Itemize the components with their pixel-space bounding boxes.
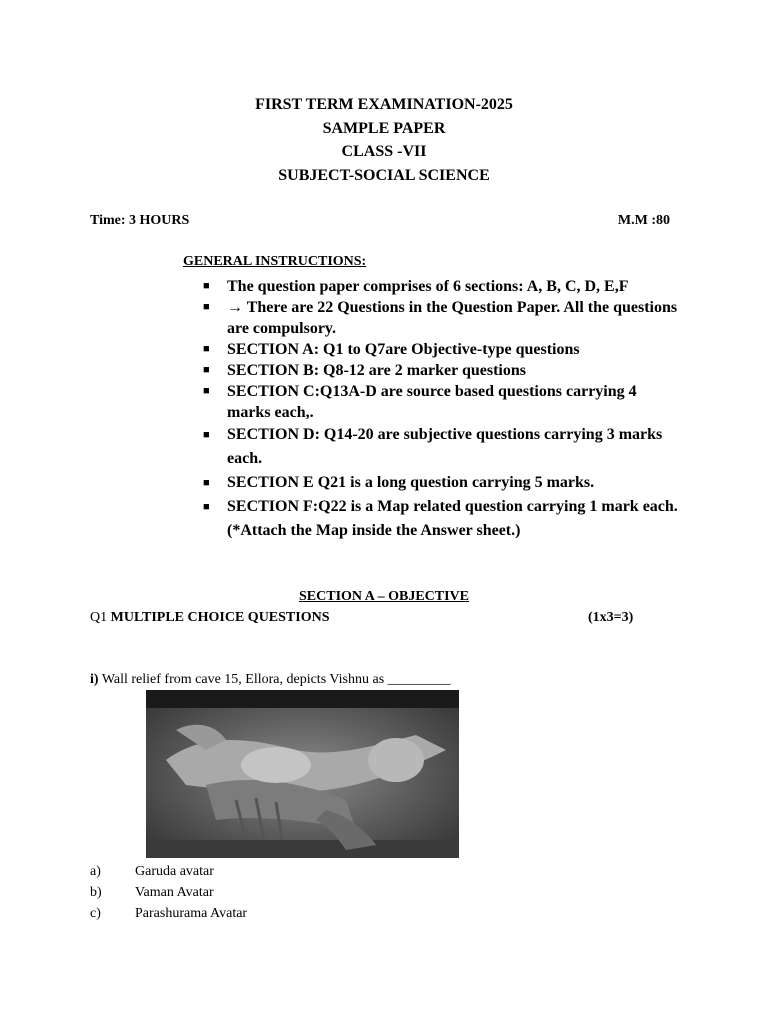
- instruction-item: ■ SECTION C:Q13A-D are source based questions carrying 4 marks each,.: [203, 383, 637, 421]
- instruction-item: ■ SECTION E Q21 is a long question carrying 5 marks.: [203, 471, 683, 495]
- square-bullet-icon: ■: [203, 477, 210, 489]
- square-bullet-icon: ■: [203, 385, 210, 397]
- instructions-list: [203, 276, 683, 543]
- instruction-item: ■ SECTION A: Q1 to Q7are Objective-type questions: [203, 341, 580, 358]
- q1-heading: Q1 MULTIPLE CHOICE QUESTIONS: [90, 610, 330, 625]
- paper-type: SAMPLE PAPER: [322, 119, 446, 137]
- instruction-item: ■ SECTION D: Q14-20 are subjective questions carrying 3 marks each.: [203, 423, 683, 471]
- square-bullet-icon: ■: [203, 501, 210, 513]
- square-bullet-icon: ■: [203, 343, 210, 355]
- option-b: b) Vaman Avatar: [90, 885, 214, 900]
- square-bullet-icon: ■: [203, 364, 210, 376]
- instruction-item: ■ → There are 22 Questions in the Question Paper. All the questions are compulsory.: [203, 299, 678, 337]
- option-a: a) Garuda avatar: [90, 864, 214, 879]
- options-list: [90, 861, 247, 924]
- general-instructions-title: GENERAL INSTRUCTIONS:: [183, 254, 367, 269]
- class-label: CLASS -VII: [341, 143, 427, 160]
- time-label: Time: 3 HOURS: [90, 213, 190, 228]
- instruction-item: ■ The question paper comprises of 6 sections: A, B, C, D, E,F: [203, 278, 629, 295]
- paper-header: [0, 93, 768, 187]
- square-bullet-icon: ■: [203, 429, 210, 441]
- question-i: i) Wall relief from cave 15, Ellora, depicts Vishnu as _________: [90, 672, 451, 687]
- square-bullet-icon: ■: [203, 280, 210, 292]
- instruction-item: ■ SECTION F:Q22 is a Map related question carrying 1 mark each. (*Attach the Map inside the Answer sheet.): [203, 495, 683, 543]
- q1-marks: (1x3=3): [588, 610, 634, 625]
- instruction-item: ■ SECTION B: Q8-12 are 2 marker questions: [203, 362, 526, 379]
- section-a-heading: SECTION A – OBJECTIVE: [299, 589, 469, 604]
- option-c: c) Parashurama Avatar: [90, 906, 248, 921]
- subject-label: SUBJECT-SOCIAL SCIENCE: [278, 166, 490, 184]
- exam-title: FIRST TERM EXAMINATION-2025: [255, 96, 513, 113]
- ellora-relief-image: [146, 690, 459, 858]
- max-marks-label: M.M :80: [617, 213, 670, 228]
- square-bullet-icon: ■: [203, 301, 210, 313]
